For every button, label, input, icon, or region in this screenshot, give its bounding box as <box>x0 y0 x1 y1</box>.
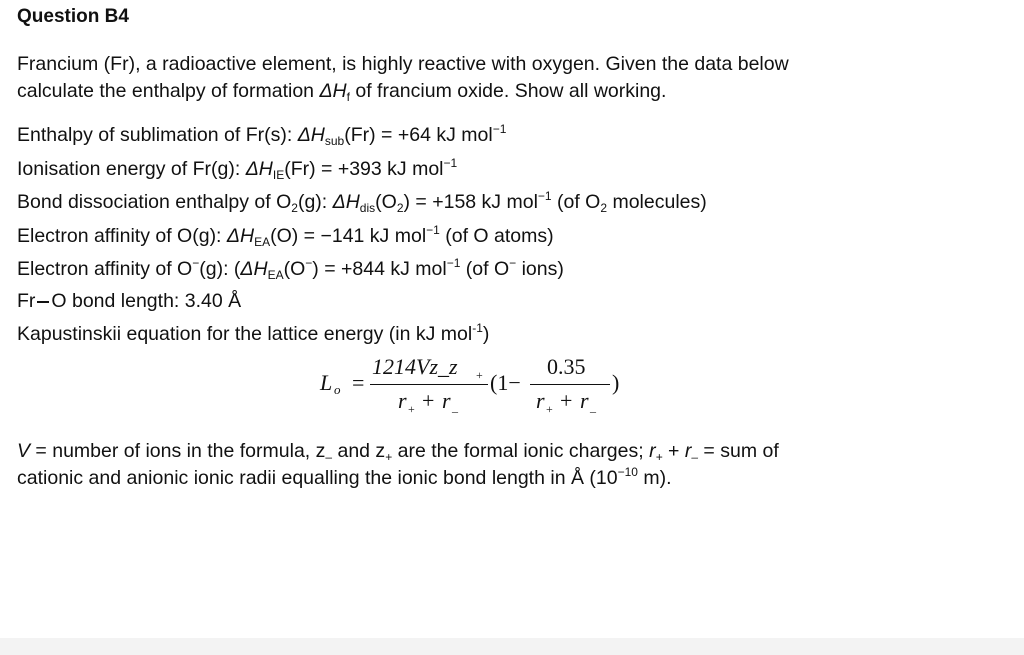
data-electron-affinity-o: Electron affinity of O(g): $\Delta H_{EA}(O) = -141$ kJ mol$^{-1}$ (of O atoms) <box>17 223 554 249</box>
data-bond-dissociation: Bond dissociation enthalpy of $O_2(g)$: $\Delta H_{dis}(O_2) = +158$ kJ mol$^{-1}$ (of $O_2$ molecules) <box>17 189 707 215</box>
kapustinskii-equation <box>310 348 630 423</box>
equation-lhs: L <box>320 370 333 395</box>
fraction1-numerator-subscript: + <box>476 368 483 382</box>
data-bond-length: Fr O bond length: 3.40 Å <box>17 290 242 312</box>
fraction1-plus: + <box>422 388 435 413</box>
equation-paren: (1− <box>490 370 521 395</box>
data-ionisation: Ionisation energy of Fr(g): $\Delta H_{IE}(Fr) = +393$ kJ mol$^{-1}$ <box>17 156 458 182</box>
fraction1-denominator-r: r <box>398 388 407 413</box>
question-intro <box>17 51 789 105</box>
variable-definitions <box>17 438 779 492</box>
definitions-line-2: cationic and anionic ionic radii equalling the ionic bond length in Å ($10^{-10}$ m). <box>17 465 672 489</box>
data-electron-affinity-o-minus: Electron affinity of O−(g): ($\Delta H_{EA}(O^-) = +844$ kJ mol$^{-1}$ (of O− ions) <box>17 256 564 282</box>
bond-dash-icon <box>37 301 49 303</box>
fraction2-denominator-sub: + <box>546 402 553 416</box>
fraction2-plus: + <box>560 388 573 413</box>
fraction1-numerator: 1214Vz_z <box>372 354 458 379</box>
fraction2-numerator: 0.35 <box>547 354 586 379</box>
fraction2-denominator-r: r <box>536 388 545 413</box>
equation-equals: = <box>352 370 365 395</box>
definitions-line-1: V = number of ions in the formula, $z_-$ and $z_+$ are the formal ionic charges; $r_+ + r_-$ = sum of <box>17 440 779 464</box>
intro-text: calculate the enthalpy of formation <box>17 80 320 102</box>
equation-lhs-subscript: o <box>334 382 341 397</box>
intro-line-1: Francium (Fr), a radioactive element, is highly reactive with oxygen. Given the data below <box>17 53 789 75</box>
intro-line-2 <box>17 78 789 105</box>
fraction2-denominator-sub2: _ <box>590 400 596 414</box>
fraction2-bar <box>530 384 610 385</box>
question-title: Question B4 <box>17 6 129 27</box>
fraction1-denominator-sub2: _ <box>452 400 458 414</box>
fraction1-denominator-sub: + <box>408 402 415 416</box>
fraction2-denominator-r2: r <box>580 388 589 413</box>
data-sublimation: Enthalpy of sublimation of Fr(s): $\Delta H_{sub}(Fr) = +64$ kJ mol$^{-1}$ <box>17 122 507 148</box>
formation-subscript: f <box>346 90 350 104</box>
equation-close-paren: ) <box>612 370 620 395</box>
fraction1-bar <box>370 384 488 385</box>
kapustinskii-heading: Kapustinskii equation for the lattice energy (in kJ mol$^{-1}$) <box>17 321 490 345</box>
delta-h-symbol: ΔH <box>319 80 347 102</box>
fraction1-denominator-r2: r <box>442 388 451 413</box>
intro-text-end: of francium oxide. Show all working. <box>349 80 667 102</box>
bottom-edge <box>0 638 1024 655</box>
